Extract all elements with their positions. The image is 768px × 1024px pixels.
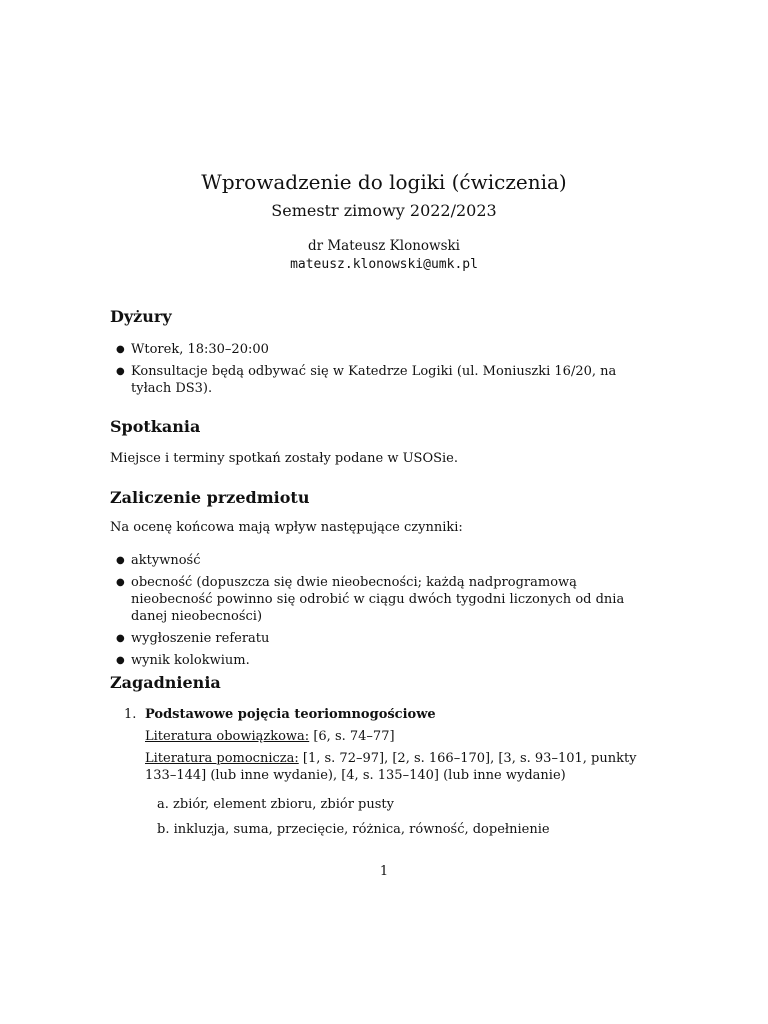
section-heading-spotkania: Spotkania <box>110 417 201 436</box>
list-item-text: aktywność <box>131 553 201 568</box>
list-item <box>110 552 658 569</box>
required-literature <box>145 728 658 745</box>
document-title: Wprowadzenie do logiki (ćwiczenia) <box>201 170 567 194</box>
bullet-icon: ● <box>116 366 125 377</box>
bullet-icon: ● <box>116 344 125 355</box>
subtopic-letter: b. <box>157 822 170 837</box>
required-literature-label: Literatura obowiązkowa: <box>145 729 310 744</box>
bullet-icon: ● <box>116 633 125 644</box>
author-name: dr Mateusz Klonowski <box>307 238 461 254</box>
author-email: mateusz.klonowski@umk.pl <box>290 257 478 272</box>
topic-title: Podstawowe pojęcia teoriomnogościowe <box>145 707 436 722</box>
list-item-text: wynik kolokwium. <box>131 653 250 668</box>
section-heading-dyzury: Dyżury <box>110 307 172 326</box>
spotkania-text: Miejsce i terminy spotkań zostały podane w USOSie. <box>110 451 459 466</box>
subtopic-item <box>157 797 394 812</box>
bullet-icon: ● <box>116 555 125 566</box>
auxiliary-literature-label: Literatura pomocnicza: <box>145 751 299 766</box>
zaliczenie-list <box>110 552 658 669</box>
document-subtitle: Semestr zimowy 2022/2023 <box>271 201 497 220</box>
list-item <box>110 574 658 625</box>
list-item-text: Konsultacje będą odbywać się w Katedrze Logiki (ul. Moniuszki 16/20, na tyłach DS3). <box>131 364 617 396</box>
topic-number: 1. <box>124 707 137 722</box>
list-item <box>110 630 658 647</box>
section-heading-zaliczenie: Zaliczenie przedmiotu <box>110 488 310 507</box>
subtopic-text: zbiór, element zbioru, zbiór pusty <box>173 797 394 812</box>
list-item <box>110 363 658 397</box>
list-item-text: obecność (dopuszcza się dwie nieobecności; każdą nadprogramową nieobecność powinno się odrobić w ciągu dwóch tygodni liczonych od dnia danej nieobecności) <box>131 575 625 624</box>
list-item <box>110 652 658 669</box>
list-item-text: Wtorek, 18:30–20:00 <box>131 342 269 357</box>
section-heading-zagadnienia: Zagadnienia <box>110 673 221 692</box>
page-number: 1 <box>379 864 389 879</box>
subtopic-text: inkluzja, suma, przecięcie, różnica, równość, dopełnienie <box>173 822 550 837</box>
bullet-icon: ● <box>116 655 125 666</box>
bullet-icon: ● <box>116 577 125 588</box>
auxiliary-literature <box>145 750 658 784</box>
subtopic-item <box>157 822 550 837</box>
list-item-text: wygłoszenie referatu <box>131 631 270 646</box>
dyzury-list <box>110 341 658 397</box>
subtopic-letter: a. <box>157 797 169 812</box>
zaliczenie-intro: Na ocenę końcowa mają wpływ następujące czynniki: <box>110 520 463 535</box>
required-literature-refs: [6, s. 74–77] <box>309 729 395 744</box>
auxiliary-literature-refs: [1, s. 72–97], [2, s. 166–170], [3, s. 93–101, punkty 133–144] (lub inne wydanie), [4, s. 135–140] (lub inne wydanie) <box>145 751 637 783</box>
list-item <box>110 341 658 358</box>
